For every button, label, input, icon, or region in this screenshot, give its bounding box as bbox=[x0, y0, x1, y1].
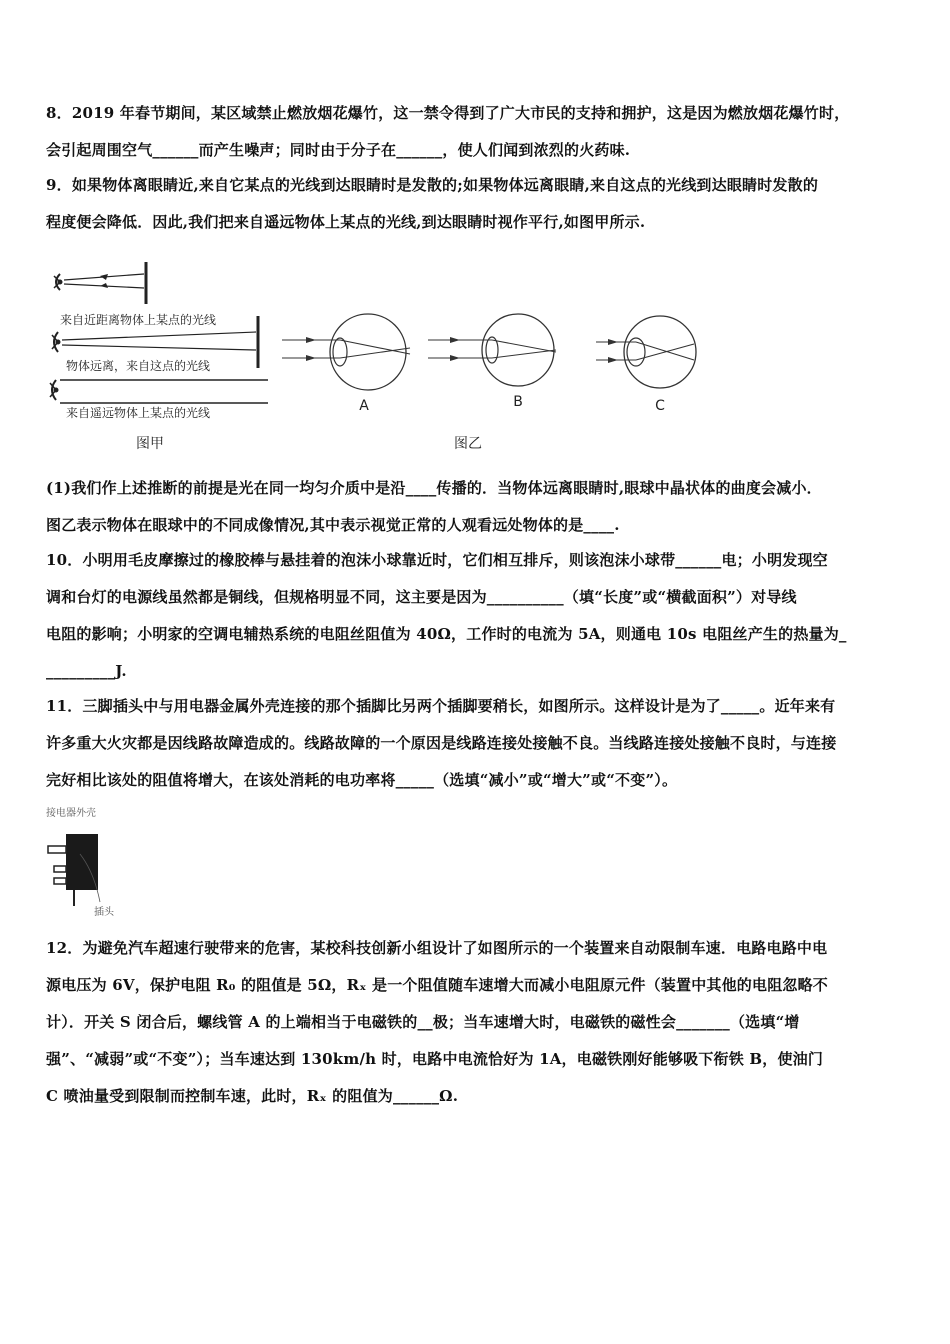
q12-line-4: 强”、“减弱”或“不变”）；当车速达到 130km/h 时，电路中电流恰好为 1A，电磁铁刚好能够吸下衔铁 B，使油门 bbox=[46, 1050, 824, 1068]
q8-line-1: 8．2019 年春节期间，某区域禁止燃放烟花爆竹，这一禁令得到了广大市民的支持和拥护，这是因为燃放烟花爆竹时， bbox=[46, 104, 850, 122]
question-10 bbox=[46, 542, 908, 690]
caption-jia: 图甲 bbox=[136, 436, 164, 452]
caption-yi: 图乙 bbox=[454, 436, 482, 452]
label-appliance-shell: 接电器外壳 bbox=[46, 808, 96, 819]
label-near-light: 来自近距离物体上某点的光线 bbox=[60, 313, 217, 327]
eye-icon bbox=[52, 332, 61, 352]
q12-line-1: 12．为避免汽车超速行驶带来的危害，某校科技创新小组设计了如图所示的一个装置来自动限制车速．电路电路中电 bbox=[46, 939, 828, 957]
question-9-sub-1 bbox=[46, 470, 908, 544]
label-plug: 插头 bbox=[94, 907, 114, 918]
q9-line-2: 程度便会降低．因此,我们把来自遥远物体上某点的光线,到达眼睛时视作平行,如图甲所示. bbox=[46, 213, 646, 231]
label-a: A bbox=[359, 398, 369, 414]
label-c: C bbox=[655, 398, 665, 414]
question-8 bbox=[46, 95, 908, 169]
eye-diagram-c bbox=[596, 316, 696, 414]
q10-line-2: 调和台灯的电源线虽然都是铜线，但规格明显不同，这主要是因为__________（填“长度”或“横截面积”）对导线 bbox=[46, 588, 797, 606]
q8-line-2: 会引起周围空气______而产生噪声；同时由于分子在______，使人们闻到浓烈的火药味. bbox=[46, 141, 631, 159]
q10-line-1: 10．小明用毛皮摩擦过的橡胶棒与悬挂着的泡沫小球靠近时，它们相互排斥，则该泡沫小球带______电；小明发现空 bbox=[46, 551, 828, 569]
question-9 bbox=[46, 167, 908, 241]
figure-jia bbox=[44, 258, 280, 458]
q9-sub1-line-2: 图乙表示物体在眼球中的不同成像情况,其中表示视觉正常的人观看远处物体的是____. bbox=[46, 516, 620, 534]
label-distant-light: 来自遥远物体上某点的光线 bbox=[66, 406, 211, 420]
q12-line-3: 计）．开关 S 闭合后，螺线管 A 的上端相当于电磁铁的__极；当车速增大时，电磁铁的磁性会_______（选填“增 bbox=[46, 1013, 800, 1031]
q11-line-3: 完好相比该处的阻值将增大，在该处消耗的电功率将_____（选填“减小”或“增大”或“不变”）。 bbox=[46, 771, 678, 789]
label-b: B bbox=[513, 394, 523, 410]
q10-line-4: _________J. bbox=[46, 662, 127, 680]
eye-diagram-a bbox=[282, 314, 410, 414]
q9-line-1: 9．如果物体离眼睛近,来自它某点的光线到达眼睛时是发散的;如果物体远离眼睛,来自这点的光线到达眼睛时发散的 bbox=[46, 176, 819, 194]
eye-icon bbox=[54, 274, 63, 290]
eye-diagram-b bbox=[428, 314, 556, 410]
q12-line-5: C 喷油量受到限制而控制车速，此时，Rₓ 的阻值为______Ω. bbox=[46, 1087, 459, 1105]
q11-line-1: 11．三脚插头中与用电器金属外壳连接的那个插脚比另两个插脚要稍长，如图所示。这样设计是为了_____。近年来有 bbox=[46, 697, 836, 715]
figure-three-pin-plug bbox=[44, 802, 134, 920]
plug-icon bbox=[48, 834, 100, 906]
figure-yi bbox=[278, 300, 718, 460]
question-11 bbox=[46, 688, 908, 799]
q12-line-2: 源电压为 6V，保护电阻 R₀ 的阻值是 5Ω，Rₓ 是一个阻值随车速增大而减小电阻原元件（装置中其他的电阻忽略不 bbox=[46, 976, 829, 994]
q11-line-2: 许多重大火灾都是因线路故障造成的。线路故障的一个原因是线路连接处接触不良。当线路连接处接触不良时，与连接 bbox=[46, 734, 837, 752]
q9-sub1-line-1: (1)我们作上述推断的前提是光在同一均匀介质中是沿____传播的．当物体远离眼睛时,眼球中晶状体的曲度会减小． bbox=[46, 479, 822, 497]
q10-line-3: 电阻的影响；小明家的空调电辅热系统的电阻丝阻值为 40Ω，工作时的电流为 5A，则通电 10s 电阻丝产生的热量为_ bbox=[46, 625, 847, 643]
eye-icon bbox=[50, 380, 59, 400]
question-12 bbox=[46, 930, 908, 1115]
label-far-object-light: 物体远离，来自这点的光线 bbox=[66, 359, 211, 373]
